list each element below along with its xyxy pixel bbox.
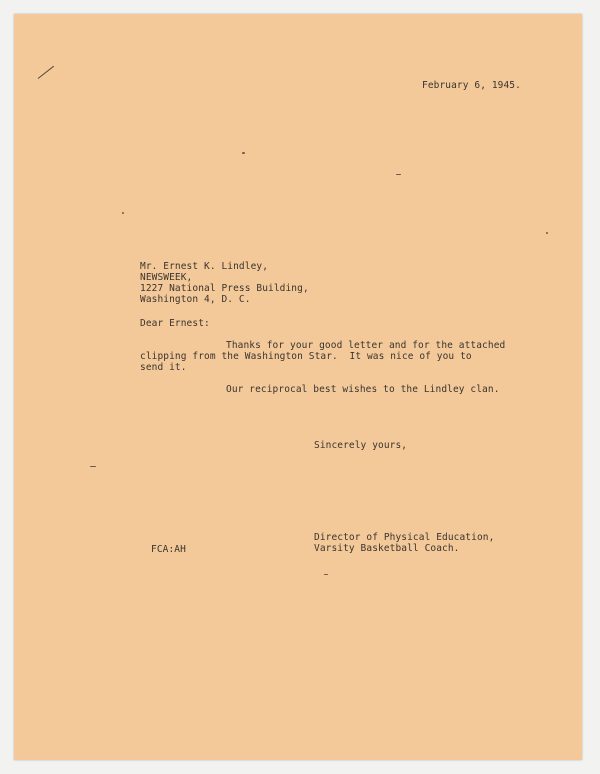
body-line-2: clipping from the Washington Star. It was nice of you to [140,351,472,362]
paper-speck [90,466,96,467]
body-line-1: Thanks for your good letter and for the attached [226,340,506,351]
signature-title-2: Varsity Basketball Coach. [314,543,460,554]
recipient-street: 1227 National Press Building, [140,283,309,294]
body-line-3: send it. [140,362,187,373]
paper-speck [396,174,401,175]
paper-speck [546,232,548,234]
recipient-company: NEWSWEEK, [140,272,193,283]
paper-speck [242,152,245,154]
letter-date: February 6, 1945. [422,80,521,91]
salutation: Dear Ernest: [140,318,210,329]
recipient-city: Washington 4, D. C. [140,294,251,305]
recipient-name: Mr. Ernest K. Lindley, [140,261,269,272]
paper-speck [324,574,328,575]
reference-initials: FCA:AH [151,544,186,555]
closing-line: Our reciprocal best wishes to the Lindley clan. [226,384,500,395]
signoff: Sincerely yours, [314,440,408,451]
paper-speck [122,212,124,214]
letter-page [14,14,582,760]
pencil-mark [38,66,54,79]
signature-title-1: Director of Physical Education, [314,532,495,543]
